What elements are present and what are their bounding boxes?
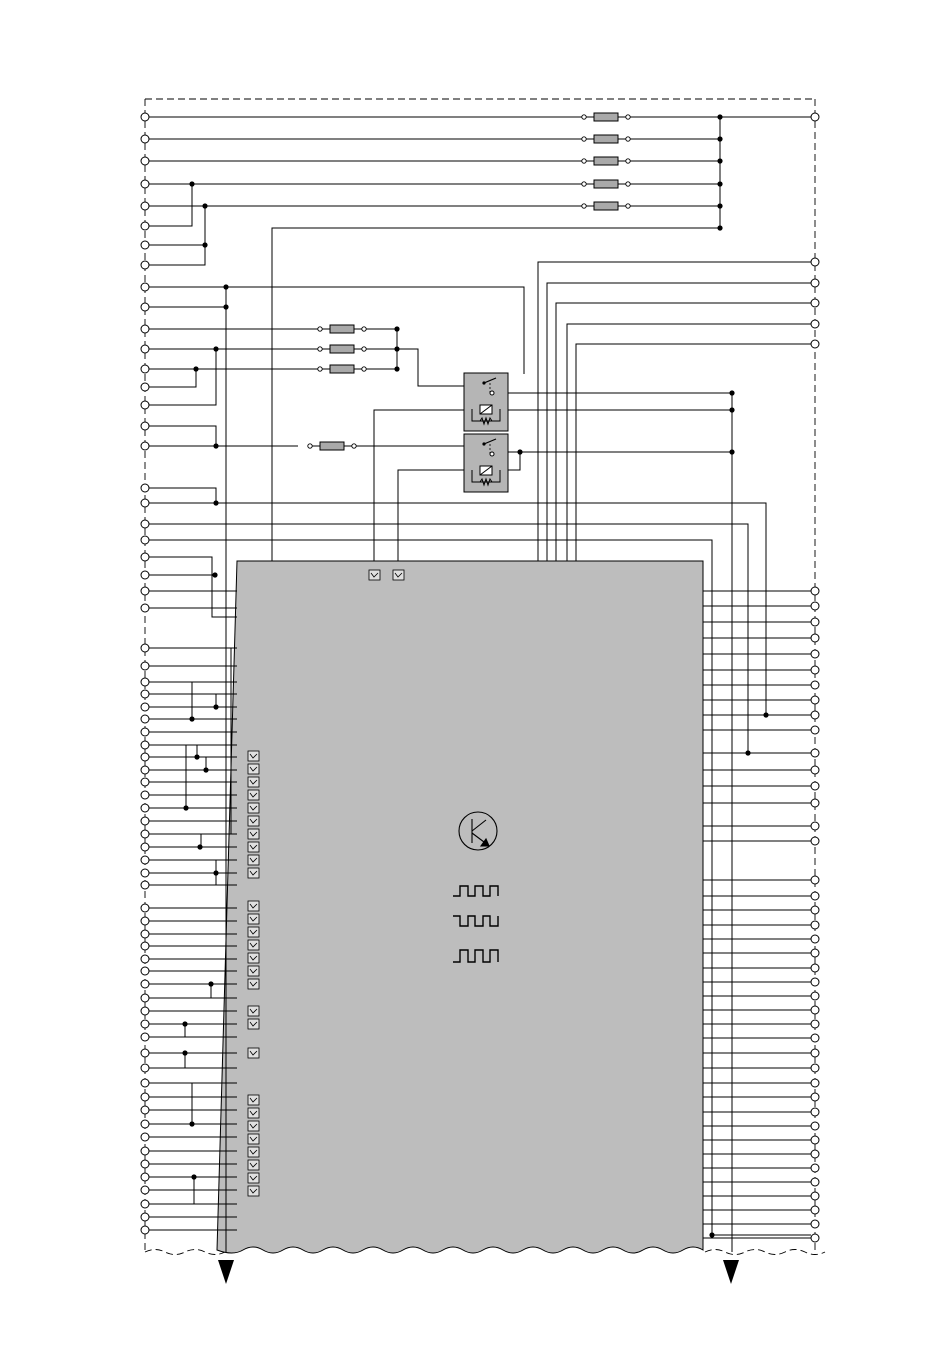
terminal (141, 662, 149, 670)
terminal (141, 980, 149, 988)
terminal (141, 778, 149, 786)
fuse (582, 157, 630, 165)
pin-marker-box (248, 829, 259, 839)
terminal (811, 992, 819, 1000)
terminal (811, 949, 819, 957)
junction-dot (717, 158, 722, 163)
terminal (141, 881, 149, 889)
terminal (811, 726, 819, 734)
terminal (811, 320, 819, 328)
pin-marker-box (248, 1160, 259, 1170)
terminal (141, 484, 149, 492)
fuse-contact (626, 159, 630, 163)
terminal (141, 1020, 149, 1028)
terminal (811, 1006, 819, 1014)
pin-marker (248, 1108, 259, 1118)
terminal (141, 571, 149, 579)
fuse (582, 113, 630, 121)
terminal (811, 935, 819, 943)
terminal (141, 401, 149, 409)
junction-dot (202, 242, 207, 247)
terminal (141, 520, 149, 528)
terminal (811, 1136, 819, 1144)
terminal (141, 804, 149, 812)
junction-dot (183, 805, 188, 810)
terminal (141, 303, 149, 311)
diagram-break-line (145, 1250, 825, 1255)
terminal (811, 711, 819, 719)
junction-dot (197, 844, 202, 849)
terminal (141, 678, 149, 686)
junction-dot (208, 981, 213, 986)
terminal (141, 587, 149, 595)
terminal (141, 365, 149, 373)
terminal (811, 766, 819, 774)
wire (149, 488, 216, 503)
fuse-contact (352, 444, 356, 448)
terminal (811, 634, 819, 642)
junction-dot (194, 754, 199, 759)
terminal (811, 1164, 819, 1172)
terminal (141, 728, 149, 736)
fuse (582, 180, 630, 188)
junction-dot (213, 704, 218, 709)
pin-marker-box (248, 803, 259, 813)
terminal (141, 1160, 149, 1168)
pin-marker-box (248, 868, 259, 878)
fuse-body (594, 135, 618, 143)
fuse-body (594, 113, 618, 121)
terminal (811, 1122, 819, 1130)
junction-dot (745, 750, 750, 755)
terminal (141, 830, 149, 838)
pin-marker (248, 1019, 259, 1029)
fuse-contact (626, 204, 630, 208)
pin-marker-box (248, 1048, 259, 1058)
pin-marker-box (248, 1147, 259, 1157)
terminal (811, 618, 819, 626)
fuse (318, 325, 366, 333)
terminal (141, 1173, 149, 1181)
fuse (308, 442, 356, 450)
junction-dot (394, 366, 399, 371)
terminal (811, 749, 819, 757)
pin-marker (248, 842, 259, 852)
terminal (811, 1192, 819, 1200)
terminal (141, 753, 149, 761)
junction-dot (213, 443, 218, 448)
junction-dot (709, 1232, 714, 1237)
pin-marker (248, 1160, 259, 1170)
junction-dot (182, 1021, 187, 1026)
pin-marker-box (248, 940, 259, 950)
junction-dot (193, 366, 198, 371)
pin-marker (248, 829, 259, 839)
terminal (141, 442, 149, 450)
terminal (141, 283, 149, 291)
terminal (811, 906, 819, 914)
junction-dot (212, 572, 217, 577)
terminal (141, 1226, 149, 1234)
fuse-contact (582, 137, 586, 141)
terminal (811, 1150, 819, 1158)
junction-dot (717, 181, 722, 186)
control-module (217, 561, 703, 1253)
pin-marker-box (248, 816, 259, 826)
pin-marker (248, 1147, 259, 1157)
junction-dot (763, 712, 768, 717)
pin-marker-box (248, 842, 259, 852)
terminal (811, 1034, 819, 1042)
terminal (811, 299, 819, 307)
pin-marker-box (248, 914, 259, 924)
wire (397, 349, 465, 386)
junction-dot (182, 1050, 187, 1055)
terminal (141, 422, 149, 430)
junction-dot (223, 304, 228, 309)
continuation-arrow-left (218, 1260, 234, 1284)
terminal (811, 978, 819, 986)
wire (149, 206, 205, 265)
wire (149, 349, 216, 405)
junction-dot (517, 449, 522, 454)
pin-marker (248, 979, 259, 989)
wire (149, 369, 196, 387)
pin-marker (248, 1134, 259, 1144)
pin-marker (248, 1095, 259, 1105)
terminal (141, 261, 149, 269)
terminal (141, 1079, 149, 1087)
wire (556, 303, 811, 561)
wire (149, 426, 216, 446)
pin-marker-box (248, 790, 259, 800)
junction-dot (729, 449, 734, 454)
junction-dot (729, 407, 734, 412)
terminal (141, 791, 149, 799)
terminal (141, 741, 149, 749)
terminal (141, 994, 149, 1002)
fuse-body (594, 180, 618, 188)
terminal (811, 822, 819, 830)
fuse (582, 135, 630, 143)
terminal (811, 666, 819, 674)
pin-marker-box (248, 1108, 259, 1118)
junction-dot (717, 114, 722, 119)
terminal (811, 1079, 819, 1087)
fuse (582, 202, 630, 210)
fuse-body (330, 325, 354, 333)
terminal (141, 222, 149, 230)
terminal (141, 843, 149, 851)
continuation-arrow-right (723, 1260, 739, 1284)
pin-marker (248, 868, 259, 878)
terminal (811, 602, 819, 610)
terminal (811, 340, 819, 348)
wire (567, 324, 811, 561)
terminal (141, 703, 149, 711)
terminal (811, 650, 819, 658)
terminal (141, 180, 149, 188)
fuse-contact (362, 367, 366, 371)
pin-marker (248, 1006, 259, 1016)
pin-marker-box (248, 1186, 259, 1196)
terminal (811, 964, 819, 972)
pin-marker-box (248, 901, 259, 911)
junction-dot (394, 326, 399, 331)
terminal (141, 917, 149, 925)
fuse-contact (362, 327, 366, 331)
pin-marker-box (248, 751, 259, 761)
pin-marker (248, 927, 259, 937)
pin-marker-box (248, 979, 259, 989)
fuse-contact (362, 347, 366, 351)
terminal (141, 157, 149, 165)
terminal (141, 1186, 149, 1194)
terminal (811, 1206, 819, 1214)
terminal (141, 1147, 149, 1155)
terminal (141, 967, 149, 975)
pin-marker (248, 803, 259, 813)
pin-marker (393, 570, 404, 580)
terminal (811, 799, 819, 807)
fuse-contact (318, 347, 322, 351)
terminal (811, 681, 819, 689)
fuse-contact (318, 327, 322, 331)
fuse-contact (318, 367, 322, 371)
relays (464, 373, 508, 492)
pin-marker-box (393, 570, 404, 580)
relay-contact-point (482, 442, 485, 445)
pin-marker (248, 751, 259, 761)
pin-marker (248, 1121, 259, 1131)
terminal (141, 325, 149, 333)
junction-dot (191, 1174, 196, 1179)
terminal (811, 921, 819, 929)
pin-marker (248, 940, 259, 950)
relay-terminal (490, 391, 494, 395)
terminal (141, 113, 149, 121)
pin-marker (248, 953, 259, 963)
terminal (141, 345, 149, 353)
junction-dot (202, 203, 207, 208)
terminal (811, 258, 819, 266)
wire (547, 283, 811, 561)
fuse-body (594, 202, 618, 210)
terminal (811, 782, 819, 790)
pin-marker (248, 777, 259, 787)
junction-dot (213, 346, 218, 351)
terminal (811, 279, 819, 287)
pin-marker-box (248, 1019, 259, 1029)
junction-dot (717, 225, 722, 230)
terminal (141, 1120, 149, 1128)
terminal (141, 817, 149, 825)
terminal (811, 1220, 819, 1228)
fuse-body (330, 365, 354, 373)
junction-dot (189, 181, 194, 186)
junction-dot (729, 390, 734, 395)
pin-marker-box (248, 1134, 259, 1144)
terminal (141, 1133, 149, 1141)
fuse-contact (626, 115, 630, 119)
terminal (141, 1093, 149, 1101)
terminal (811, 1178, 819, 1186)
pin-marker (248, 855, 259, 865)
fuse-contact (626, 182, 630, 186)
wire (149, 184, 192, 226)
terminal (141, 1033, 149, 1041)
terminal (141, 553, 149, 561)
wire (538, 262, 811, 561)
pin-marker (248, 901, 259, 911)
relay-terminal (490, 452, 494, 456)
terminal (141, 1213, 149, 1221)
relay-contact-point (482, 381, 485, 384)
fuse-contact (582, 204, 586, 208)
fuse (318, 365, 366, 373)
pin-marker-box (369, 570, 380, 580)
junction-dot (223, 284, 228, 289)
pin-marker-box (248, 1006, 259, 1016)
terminal (141, 536, 149, 544)
pin-marker (248, 914, 259, 924)
fuse-body (330, 345, 354, 353)
relay (464, 434, 508, 492)
terminal (141, 856, 149, 864)
terminal (141, 1007, 149, 1015)
pin-marker (248, 764, 259, 774)
terminal (141, 942, 149, 950)
pin-marker-box (248, 855, 259, 865)
terminal (141, 604, 149, 612)
terminal (811, 892, 819, 900)
pin-marker (248, 966, 259, 976)
terminal (141, 644, 149, 652)
terminal (141, 869, 149, 877)
junction-dot (203, 767, 208, 772)
pin-marker (248, 816, 259, 826)
fuse-contact (582, 115, 586, 119)
pin-marker-box (248, 777, 259, 787)
terminal (811, 1234, 819, 1242)
junction-dot (189, 1121, 194, 1126)
terminal (141, 499, 149, 507)
junction-dot (213, 870, 218, 875)
junction-dot (189, 716, 194, 721)
pin-marker (369, 570, 380, 580)
pin-marker-box (248, 1095, 259, 1105)
terminal (811, 1108, 819, 1116)
terminal (141, 930, 149, 938)
fuse-contact (308, 444, 312, 448)
terminal (811, 1020, 819, 1028)
pin-marker-box (248, 1173, 259, 1183)
junction-dot (394, 346, 399, 351)
pin-marker (248, 1186, 259, 1196)
relay (464, 373, 508, 431)
pin-marker (248, 1173, 259, 1183)
terminal (811, 696, 819, 704)
terminal (141, 1106, 149, 1114)
terminal (141, 241, 149, 249)
terminal (141, 383, 149, 391)
terminal (811, 876, 819, 884)
terminal (811, 1049, 819, 1057)
pin-marker-box (248, 764, 259, 774)
pin-marker (248, 1048, 259, 1058)
pin-marker-box (248, 927, 259, 937)
junction-dot (717, 136, 722, 141)
fuse (318, 345, 366, 353)
terminal (141, 1064, 149, 1072)
terminal (141, 955, 149, 963)
terminal (811, 1064, 819, 1072)
pin-marker-box (248, 966, 259, 976)
fuse-contact (582, 159, 586, 163)
terminal (811, 587, 819, 595)
terminal (141, 202, 149, 210)
terminal (141, 715, 149, 723)
junction-dot (213, 500, 218, 505)
fuse-contact (626, 137, 630, 141)
junction-dot (717, 203, 722, 208)
terminal (141, 135, 149, 143)
terminal (141, 904, 149, 912)
pin-marker-box (248, 1121, 259, 1131)
pin-marker (248, 790, 259, 800)
terminal (811, 113, 819, 121)
fuse-body (320, 442, 344, 450)
pin-marker-box (248, 953, 259, 963)
terminal (811, 837, 819, 845)
terminal (811, 1093, 819, 1101)
terminal (141, 1200, 149, 1208)
terminal (141, 1049, 149, 1057)
fuse-contact (582, 182, 586, 186)
terminal (141, 766, 149, 774)
fuse-body (594, 157, 618, 165)
terminal (141, 690, 149, 698)
